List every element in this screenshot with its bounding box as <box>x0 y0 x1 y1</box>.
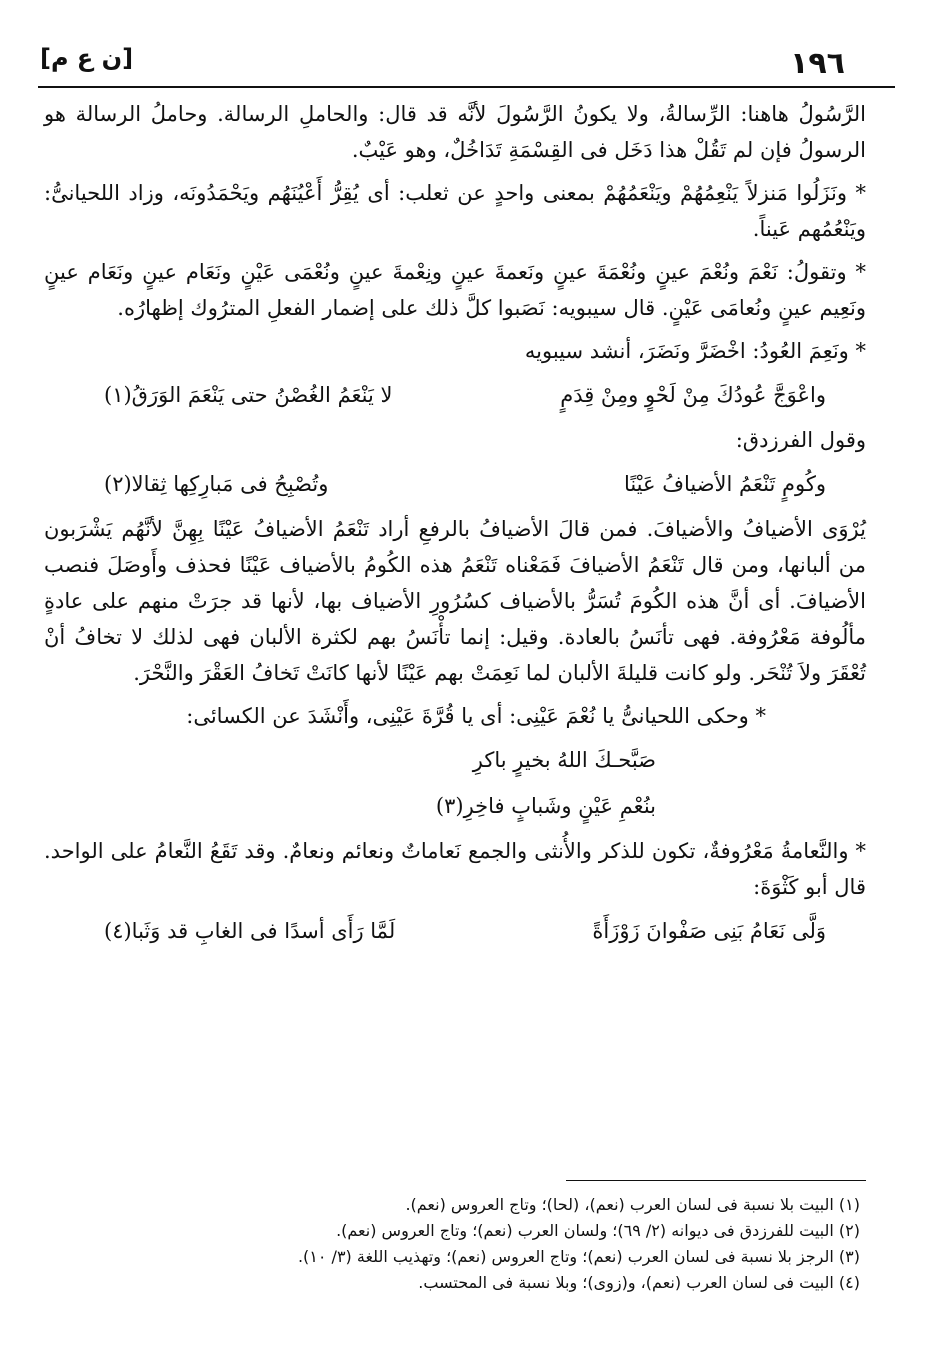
line-lihyani: * وحكى اللحيانىُّ يا نُعْمَ عَيْنِى: أى يا قُرَّةَ عَيْنِى، وأَنْشَدَ عن الكسائى: <box>186 704 766 728</box>
footnotes <box>44 1192 860 1296</box>
paragraph-rasul: الرَّسُولُ هاهنا: الرِّسالةُ، ولا يكونُ الرَّسُولَ لأنَّه قد قال: والحاملِ الرسالة. وحاملُ الرسالة هو الرسولُ فإن لم تَقُلْ هذا دَخَل فى القِسْمَةِ تَدَاخُلٌ، وهو عَيْبٌ. <box>44 102 866 162</box>
verse-2 <box>44 464 866 504</box>
verse-3-second-hemistich: لَمَّا رَأَى أسدًا فى الغابِ قد وَثَبا(٤) <box>104 919 396 943</box>
rajaz-line-2: بنُعْمِ عَيْنٍ وشَبابٍ فاخِرِ(٣) <box>435 794 656 818</box>
rajaz-line-1: صَبَّحـكَ اللهُ بخيرٍ باكرِ <box>472 748 656 772</box>
root-label: [ن ع م] <box>40 44 134 72</box>
line-naima-al-ud: * ونَعِمَ العُودُ: اخْضَرَّ ونَضَرَ، أنشد سيبويه <box>524 339 866 363</box>
page-number: ١٩٦ <box>790 46 845 81</box>
paragraph-adyaf: يُرْوَى الأضيافُ والأضيافَ. فمن قالَ الأضيافُ بالرفعِ أراد تَنْعَمُ الأضيافُ عَيْنًا بِهِنَّ لأنَّهُم يَشْرَبون من ألبانها، ومن قال تَنْعَمُ الأضيافَ فَمَعْناه تَنْعَمُ هذه الكُومُ بالأضياف عَيْنًا فحذف وأَوصَلَ فنصب الأضيافَ. أى أنَّ هذه الكُومَ تُسَرُّ بالأضياف كسُرُورِ الأضياف بها، لأنها قد جرَتْ منهم على عادةٍ مألُوفة مَعْرُوفة. فهى تأنَسُ بالعادة. وقيل: إنما تأْنَسُ بهم لكثرة الألبان فهى لذلك لا تخافُ أنْ تُعْقَرَ ولاَ تُنْحَر. ولو كانت قليلةَ الألبان لما نَعِمَتْ بهم عَيْنًا لأنها كانَتْ تَخافُ العَقْرَ والنَّحْرَ. <box>44 517 866 685</box>
paragraph-nazalu: * ونَزَلُوا مَنزلاً يَنْعِمُهُمْ ويَنْعَمُهُمْ بمعنى واحدٍ عن ثعلب: أى يُقِرُّ أَعْيُنَهُم ويَحْمَدُونَه، وزاد اللحيانىُّ: ويَنْعُمُهم عَيناً. <box>44 181 866 241</box>
line-farazdaq: وقول الفرزدق: <box>735 428 866 452</box>
header-rule <box>38 86 895 88</box>
paragraph-taqulu: * وتقولُ: نَعْمَ ونُعْمَ عينٍ ونُعْمَةَ عينٍ ونَعمةَ عينٍ ونِعْمةَ عينٍ ونُعْمَى عَيْنٍ ونَعَام عينٍ ونَعَام عينٍ ونَعِيم عينٍ ونُعامَى عَيْنٍ. قال سيبويه: نَصَبوا كلَّ ذلك على إضمار الفعلِ المترُوك إظهارُه. <box>44 260 866 320</box>
verse-3-first-hemistich: وَلَّى نَعَامُ بَنِى صَفْوانَ زَوْزَأَةً <box>592 919 826 943</box>
verse-1-first-hemistich: واعْوَجَّ عُودُكَ مِنْ لَحْوٍ ومِنْ قِدَمٍ <box>560 383 826 407</box>
verse-2-first-hemistich: وكُومٍ تَنْعَمُ الأضيافُ عَيْنًا <box>623 472 826 496</box>
main-text <box>44 96 866 951</box>
verse-1-second-hemistich: لا يَنْعَمُ الغُصْنُ حتى يَنْعَمَ الوَرَقُ(١) <box>104 383 393 407</box>
verse-2-second-hemistich: وتُصْبِحُ فى مَبارِكِها ثِقالا(٢) <box>104 472 329 496</box>
footnote-3: (٣) الرجز بلا نسبة فى لسان العرب (نعم)؛ وتاج العروس (نعم)؛ وتهذيب اللغة (٣/ ١٠). <box>297 1247 860 1266</box>
verse-3 <box>44 911 866 951</box>
footnote-1: (١) البيت بلا نسبة فى لسان العرب (نعم)، (لحا)؛ وتاج العروس (نعم). <box>405 1195 860 1214</box>
footnote-4: (٤) البيت فى لسان العرب (نعم)، و(زوى)؛ وبلا نسبة فى المحتسب. <box>418 1273 860 1292</box>
footnote-2: (٢) البيت للفرزدق فى ديوانه (٢/ ٦٩)؛ ولسان العرب (نعم)؛ وتاج العروس (نعم). <box>336 1221 860 1240</box>
verse-1 <box>44 375 866 415</box>
footnote-rule <box>566 1180 866 1181</box>
paragraph-naama: * والنَّعامةُ مَعْرُوفةٌ، تكون للذكر والأُنثى والجمع نَعاماتٌ ونعائم ونعامٌ. وقد تَقَعُ النَّعامُ على الواحد. قال أبو كَثْوَةَ: <box>44 839 866 899</box>
